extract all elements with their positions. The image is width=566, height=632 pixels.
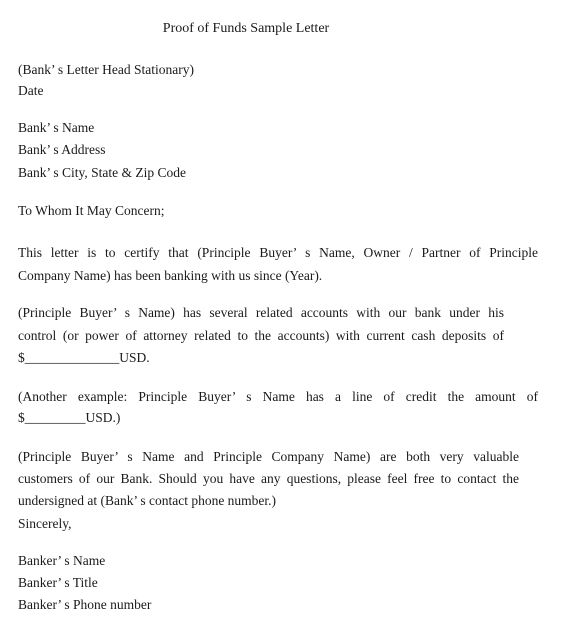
paragraph-2-line-2: control (or power of attorney related to the accounts) with current cash deposits of [18, 328, 504, 343]
paragraph-3-line-1: (Another example: Principle Buyer’ s Name has a line of credit the amount of [18, 389, 538, 404]
paragraph-4-line-2: customers of our Bank. Should you have any questions, please feel free to contact the [18, 471, 519, 486]
letter-title: Proof of Funds Sample Letter [162, 21, 330, 36]
closing: Sincerely, [18, 516, 72, 531]
bank-name: Bank’ s Name [18, 120, 95, 135]
date-placeholder: Date [18, 83, 44, 98]
bank-address: Bank’ s Address [18, 142, 106, 157]
paragraph-1-line-2: Company Name) has been banking with us since (Year). [18, 268, 323, 283]
letterhead-placeholder: (Bank’ s Letter Head Stationary) [18, 62, 194, 77]
paragraph-4-line-1: (Principle Buyer’ s Name and Principle Company Name) are both very valuable [18, 449, 519, 464]
paragraph-2-line-3: $______________USD. [18, 350, 150, 365]
paragraph-2-line-1: (Principle Buyer’ s Name) has several related accounts with our bank under his [18, 305, 504, 320]
banker-name: Banker’ s Name [18, 553, 106, 568]
paragraph-1-line-1: This letter is to certify that (Principle Buyer’ s Name, Owner / Partner of Principle [18, 245, 538, 260]
paragraph-3-line-2: $_________USD.) [18, 410, 121, 425]
banker-title: Banker’ s Title [18, 575, 98, 590]
paragraph-4-line-3: undersigned at (Bank’ s contact phone number.) [18, 493, 277, 508]
bank-city-state-zip: Bank’ s City, State & Zip Code [18, 165, 186, 180]
salutation: To Whom It May Concern; [18, 203, 165, 218]
banker-phone: Banker’ s Phone number [18, 597, 152, 612]
